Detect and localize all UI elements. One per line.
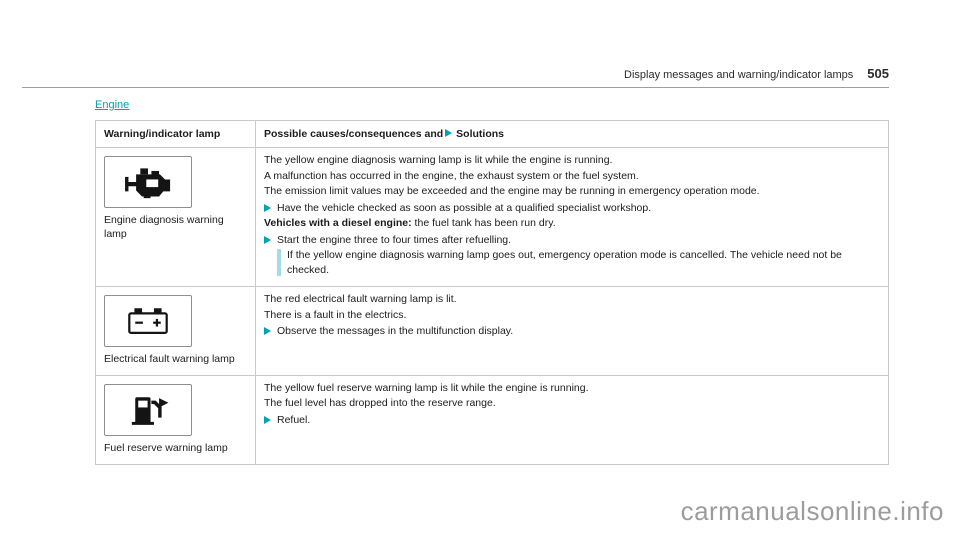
body-text: The yellow fuel reserve warning lamp is lit while the engine is running. xyxy=(264,382,589,394)
column-header-causes xyxy=(256,121,889,148)
solution-item xyxy=(264,233,880,247)
body-text: The emission limit values may be exceeded and the engine may be running in emergency operation mode. xyxy=(264,185,760,198)
body-text: The yellow engine diagnosis warning lamp is lit while the engine is running. xyxy=(264,154,613,167)
solution-item xyxy=(264,201,880,215)
solution-item xyxy=(264,413,880,427)
body-text: There is a fault in the electrics. xyxy=(264,308,407,321)
solution-arrow-icon xyxy=(445,129,452,137)
column-header-causes-text: Possible causes/consequences and xyxy=(264,128,444,140)
solution-text: Refuel. xyxy=(277,413,311,426)
content-cell xyxy=(256,148,889,287)
table-header-row xyxy=(96,121,889,148)
note-bar-icon xyxy=(277,249,281,276)
body-text: A malfunction has occurred in the engine, the exhaust system or the fuel system. xyxy=(264,169,639,182)
lamp-label: Fuel reserve warning lamp xyxy=(104,442,228,454)
lamp-table-body xyxy=(96,148,889,464)
lamp-cell xyxy=(96,287,256,376)
electrical-fault-warning-lamp-icon xyxy=(104,295,192,347)
content-cell xyxy=(256,287,889,376)
section-link-engine[interactable]: Engine xyxy=(95,99,130,111)
lamp-label: Electrical fault warning lamp xyxy=(104,353,235,366)
solution-arrow-icon xyxy=(264,327,271,335)
lamp-cell xyxy=(96,148,256,287)
solution-item xyxy=(264,324,880,338)
column-header-solutions-text: Solutions xyxy=(456,128,505,140)
solution-text: Observe the messages in the multifunction display. xyxy=(277,325,514,338)
solution-arrow-icon xyxy=(264,204,271,212)
body-text: The fuel level has dropped into the reserve range. xyxy=(264,397,496,410)
solution-arrow-icon xyxy=(264,236,271,244)
body-text: Vehicles with a diesel engine: the fuel tank has been run dry. xyxy=(264,217,556,230)
solution-text: Have the vehicle checked as soon as possible at a qualified specialist workshop. xyxy=(277,201,652,214)
body-text: The red electrical fault warning lamp is lit. xyxy=(264,293,457,306)
page-content xyxy=(22,66,889,465)
running-header-title: Display messages and warning/indicator lamps xyxy=(624,69,854,81)
column-header-lamp: Warning/indicator lamp xyxy=(96,121,256,148)
solution-note xyxy=(277,248,880,277)
solution-text: Start the engine three to four times after refuelling. xyxy=(277,233,512,246)
bold-lead: Vehicles with a diesel engine: xyxy=(264,217,412,230)
table-row xyxy=(96,287,889,376)
table-row xyxy=(96,148,889,287)
running-header xyxy=(22,66,889,88)
warning-lamp-table xyxy=(95,120,889,465)
engine-diagnosis-warning-lamp-icon xyxy=(104,156,192,208)
fuel-reserve-warning-lamp-icon xyxy=(104,384,192,436)
content-cell xyxy=(256,376,889,465)
page-number: 505 xyxy=(867,66,889,81)
lamp-label: Engine diagnosis warning lamp xyxy=(104,214,224,241)
note-text: If the yellow engine diagnosis warning lamp goes out, emergency operation mode is cancelled. The vehicle need not be checked. xyxy=(287,249,842,276)
solution-arrow-icon xyxy=(264,416,271,424)
lamp-cell xyxy=(96,376,256,465)
table-row xyxy=(96,376,889,465)
watermark: carmanualsonline.info xyxy=(680,496,944,526)
section-body xyxy=(95,88,889,465)
